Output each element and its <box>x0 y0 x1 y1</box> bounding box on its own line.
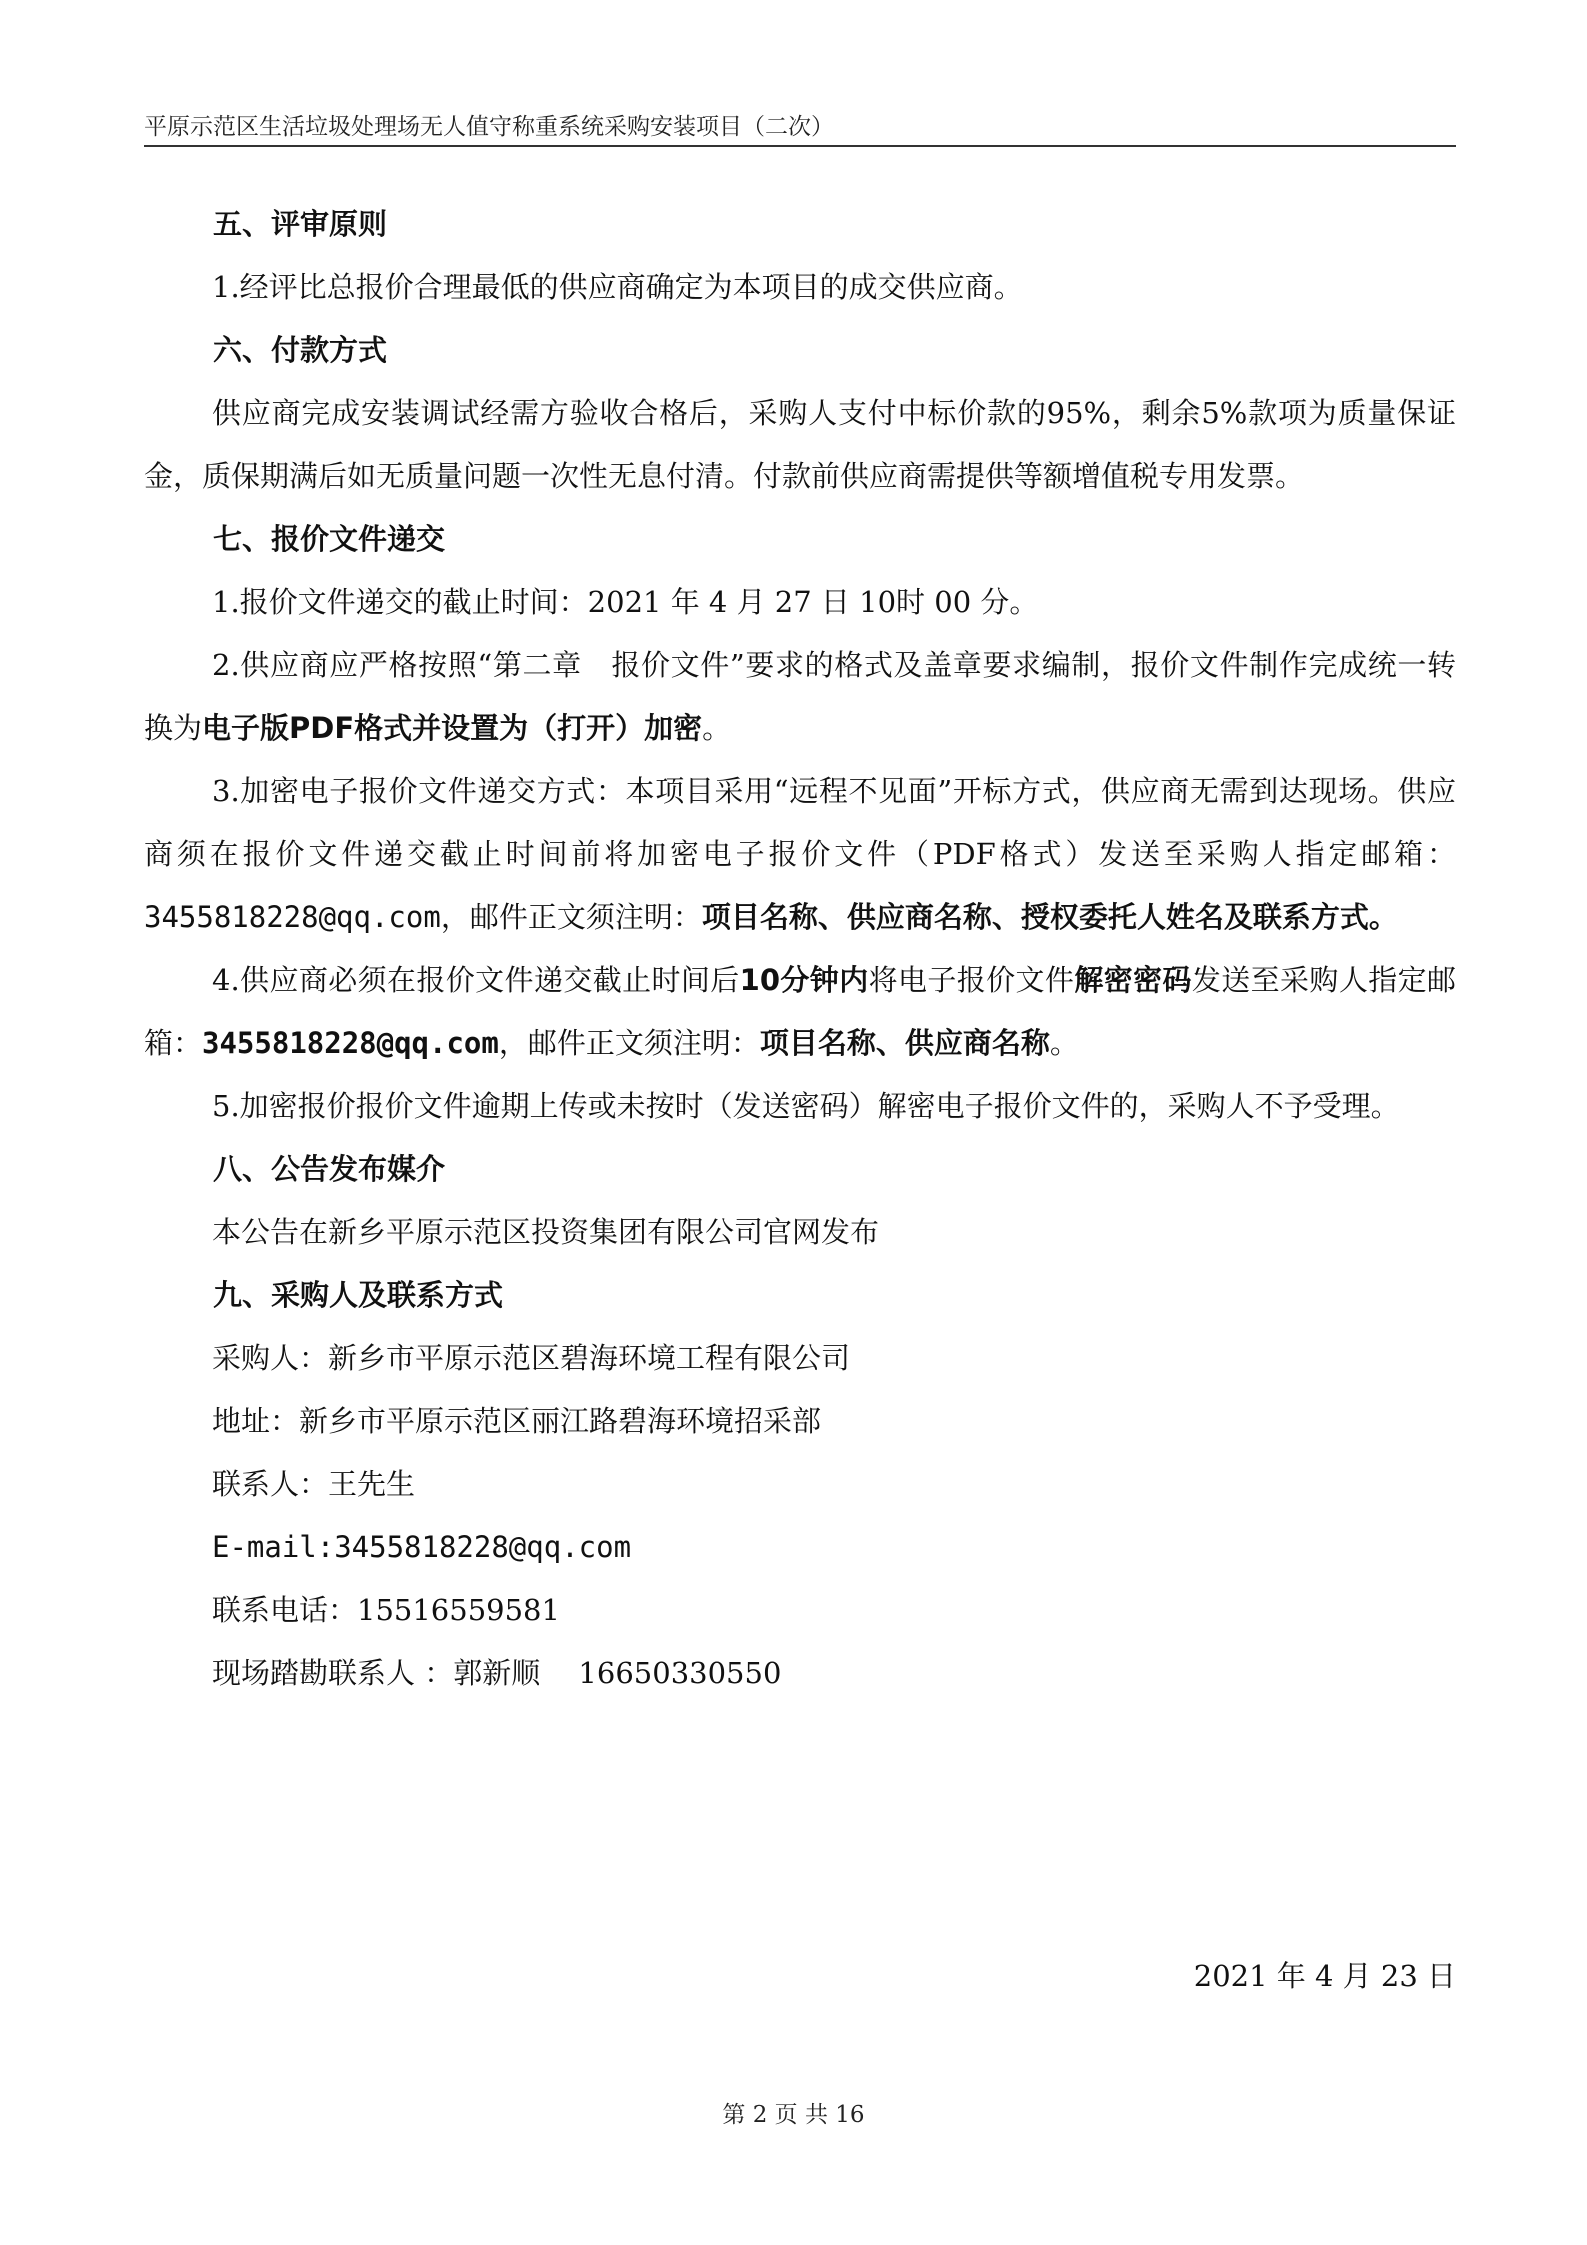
submission-paragraph-4-text-d: ，邮件正文须注明： <box>498 1026 760 1060</box>
submission-paragraph-4-text-c: 发送至采购人指定邮箱： <box>144 963 1456 1060</box>
purchaser-line: 采购人：新乡市平原示范区碧海环境工程有限公司 <box>212 1341 851 1375</box>
running-header: 平原示范区生活垃圾处理场无人值守称重系统采购安装项目（二次） <box>144 114 834 140</box>
section-heading-evaluation: 五、评审原则 <box>213 207 388 241</box>
section-heading-contact: 九、采购人及联系方式 <box>213 1278 504 1312</box>
site-contact-line: 现场踏勘联系人 ：郭新顺 16650330550 <box>212 1656 782 1690</box>
submission-email: 3455818228@qq.com <box>144 900 441 934</box>
email-line: E-mail:3455818228@qq.com <box>212 1530 632 1564</box>
submission-paragraph-3-mid: ，邮件正文须注明： <box>440 900 702 934</box>
submission-paragraph-1: 1.报价文件递交的截止时间：2021 年 4 月 27 日 10时 00 分。 <box>212 585 1039 619</box>
submission-paragraph-2-end: 。 <box>702 711 732 745</box>
password-deadline: 10分钟内 <box>739 963 869 997</box>
section-heading-media: 八、公告发布媒介 <box>213 1152 446 1186</box>
evaluation-paragraph-1: 1.经评比总报价合理最低的供应商确定为本项目的成交供应商。 <box>212 270 1023 304</box>
submission-paragraph-4-text-b: 将电子报价文件 <box>868 963 1075 997</box>
submission-paragraph-4-text-a: 4.供应商必须在报价文件递交截止时间后 <box>212 963 740 997</box>
document-body <box>144 193 1456 1705</box>
media-paragraph: 本公告在新乡平原示范区投资集团有限公司官网发布 <box>212 1215 880 1249</box>
password-email-requirement: 项目名称、供应商名称 <box>759 1026 1050 1060</box>
phone-line: 联系电话：15516559581 <box>212 1593 560 1627</box>
decryption-password-label: 解密密码 <box>1074 963 1192 997</box>
page-number-footer: 第 2 页 共 16 <box>722 2102 865 2128</box>
email-body-requirement: 项目名称、供应商名称、授权委托人姓名及联系方式。 <box>701 900 1398 934</box>
section-heading-payment: 六、付款方式 <box>213 333 388 367</box>
submission-paragraph-5: 5.加密报价报价文件逾期上传或未按时（发送密码）解密电子报价文件的，采购人不予受理。 <box>212 1089 1400 1123</box>
submission-paragraph-4-end: 。 <box>1049 1026 1079 1060</box>
password-email: 3455818228@qq.com <box>202 1026 499 1060</box>
submission-paragraph-3 <box>144 760 1456 949</box>
section-heading-submission: 七、报价文件递交 <box>213 522 446 556</box>
contact-person-line: 联系人：王先生 <box>212 1467 416 1501</box>
submission-paragraph-3-text: 3.加密电子报价文件递交方式：本项目采用“远程不见面”开标方式，供应商无需到达现场。供应商须在报价文件递交截止时间前将加密电子报价文件（PDF格式）发送至采购人指定邮箱： <box>144 774 1456 871</box>
pdf-encryption-requirement: 电子版PDF格式并设置为（打开）加密 <box>202 711 703 745</box>
address-line: 地址：新乡市平原示范区丽江路碧海环境招采部 <box>212 1404 822 1438</box>
document-date: 2021 年 4 月 23 日 <box>1193 1959 1456 1993</box>
payment-paragraph: 供应商完成安装调试经需方验收合格后，采购人支付中标价款的95%，剩余5%款项为质量保证金，质保期满后如无质量问题一次性无息付清。付款前供应商需提供等额增值税专用发票。 <box>144 396 1456 493</box>
submission-paragraph-2 <box>144 634 1456 760</box>
header-rule <box>144 145 1456 147</box>
submission-paragraph-2-text: 2.供应商应严格按照“第二章 报价文件”要求的格式及盖章要求编制，报价文件制作完成统一转换为 <box>144 648 1456 745</box>
submission-paragraph-4 <box>144 949 1456 1075</box>
